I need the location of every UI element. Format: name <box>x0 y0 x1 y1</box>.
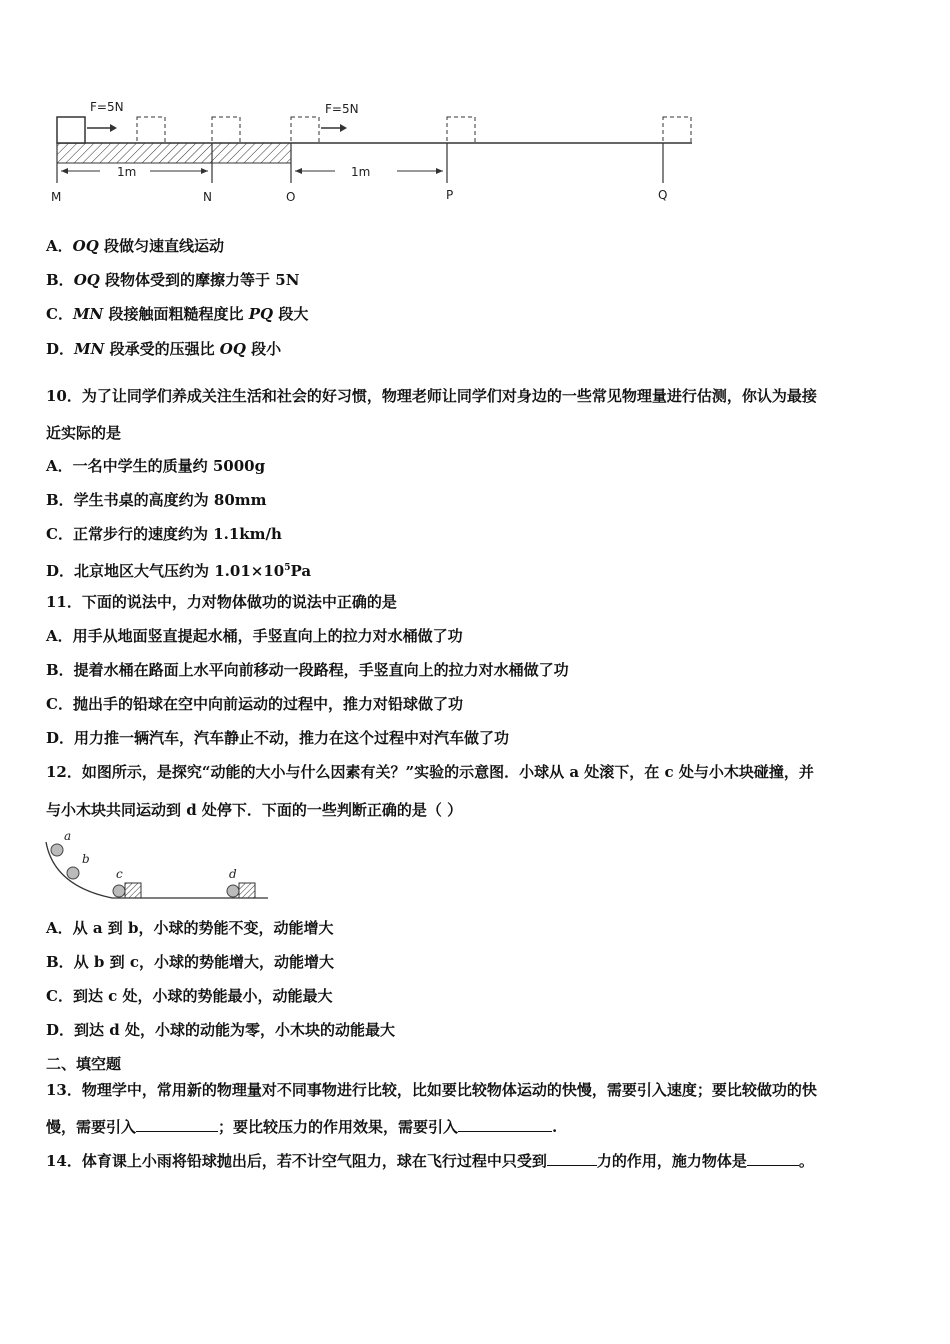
q14-line: 14．体育课上小雨将铅球抛出后，若不计空气阻力，球在飞行过程中只受到 力的作用，施力物体是 。 <box>46 1152 814 1170</box>
wood-block-d <box>239 883 255 898</box>
section-title: 二、填空题 <box>46 1055 122 1073</box>
q12-option-a: A．从 a 到 b，小球的势能不变，动能增大 <box>46 919 334 937</box>
force-label-right: F=5N <box>325 102 359 116</box>
label-d: d <box>229 867 237 881</box>
q12-stem-line1: 12．如图所示，是探究“动能的大小与什么因素有关？”实验的示意图．小球从 a 处滚下，在 c 处与小木块碰撞，并 <box>46 763 814 781</box>
q9-option-a: A．OQ 段做匀速直线运动 <box>46 237 225 255</box>
label-a: a <box>64 829 72 843</box>
label-c: c <box>116 867 123 881</box>
point-label-p: P <box>446 188 454 202</box>
q9-option-c: C．MN 段接触面粗糙程度比 PQ 段大 <box>46 305 309 323</box>
block-solid <box>57 117 85 143</box>
dashed-block <box>212 117 240 143</box>
distance-label-mn: 1m <box>117 165 137 179</box>
dashed-block <box>447 117 475 143</box>
q10-stem-line1: 10．为了让同学们养成关注生活和社会的好习惯，物理老师让同学们对身边的一些常见物理量进行估测，你认为最接 <box>46 387 817 405</box>
q12-stem-line2: 与小木块共同运动到 d 处停下．下面的一些判断正确的是（ ） <box>46 801 463 819</box>
ball-c <box>113 885 125 897</box>
q10-stem-line2: 近实际的是 <box>46 424 122 442</box>
answer-blank[interactable] <box>747 1151 799 1166</box>
q13-line1: 13．物理学中，常用新的物理量对不同事物进行比较，比如要比较物体运动的快慢，需要引入速度；要比较做功的快 <box>46 1081 817 1099</box>
q11-option-d: D．用力推一辆汽车，汽车静止不动，推力在这个过程中对汽车做了功 <box>46 729 510 747</box>
q10-option-b: B．学生书桌的高度约为 80mm <box>46 491 267 509</box>
force-diagram <box>40 95 710 210</box>
q11-stem: 11．下面的说法中，力对物体做功的说法中正确的是 <box>46 593 397 611</box>
ball-b <box>67 867 79 879</box>
q9-option-b: B．OQ 段物体受到的摩擦力等于 5N <box>46 271 300 289</box>
q11-option-a: A．用手从地面竖直提起水桶，手竖直向上的拉力对水桶做了功 <box>46 627 463 645</box>
dashed-block <box>291 117 319 143</box>
rough-surface <box>57 143 291 163</box>
answer-blank[interactable] <box>458 1117 552 1132</box>
ramp-diagram <box>40 828 275 903</box>
point-label-m: M <box>51 190 62 204</box>
label-b: b <box>82 852 90 866</box>
dashed-block <box>663 117 691 143</box>
point-label-q: Q <box>658 188 668 202</box>
q12-option-b: B．从 b 到 c，小球的势能增大，动能增大 <box>46 953 334 971</box>
answer-blank[interactable] <box>136 1117 218 1132</box>
dashed-block <box>137 117 165 143</box>
force-label-left: F=5N <box>90 100 124 114</box>
ball-a <box>51 844 63 856</box>
q9-option-d: D．MN 段承受的压强比 OQ 段小 <box>46 340 282 358</box>
ball-d <box>227 885 239 897</box>
q10-option-a: A．一名中学生的质量约 5000g <box>46 457 266 475</box>
q13-line2: 慢，需要引入 ；要比较压力的作用效果，需要引入 . <box>46 1118 558 1136</box>
wood-block-c <box>125 883 141 898</box>
point-label-o: O <box>286 190 296 204</box>
answer-blank[interactable] <box>547 1151 597 1166</box>
q10-option-d: D．北京地区大气压约为 $1.01\times 10^5Pa$ <box>46 562 312 580</box>
point-label-n: N <box>203 190 212 204</box>
q11-option-b: B．提着水桶在路面上水平向前移动一段路程，手竖直向上的拉力对水桶做了功 <box>46 661 569 679</box>
q11-option-c: C．抛出手的铅球在空中向前运动的过程中，推力对铅球做了功 <box>46 695 463 713</box>
q12-option-d: D．到达 d 处，小球的动能为零，小木块的动能最大 <box>46 1021 395 1039</box>
distance-label-op: 1m <box>351 165 371 179</box>
q10-option-c: C．正常步行的速度约为 1.1km/h <box>46 525 282 543</box>
q12-option-c: C．到达 c 处，小球的势能最小，动能最大 <box>46 987 333 1005</box>
